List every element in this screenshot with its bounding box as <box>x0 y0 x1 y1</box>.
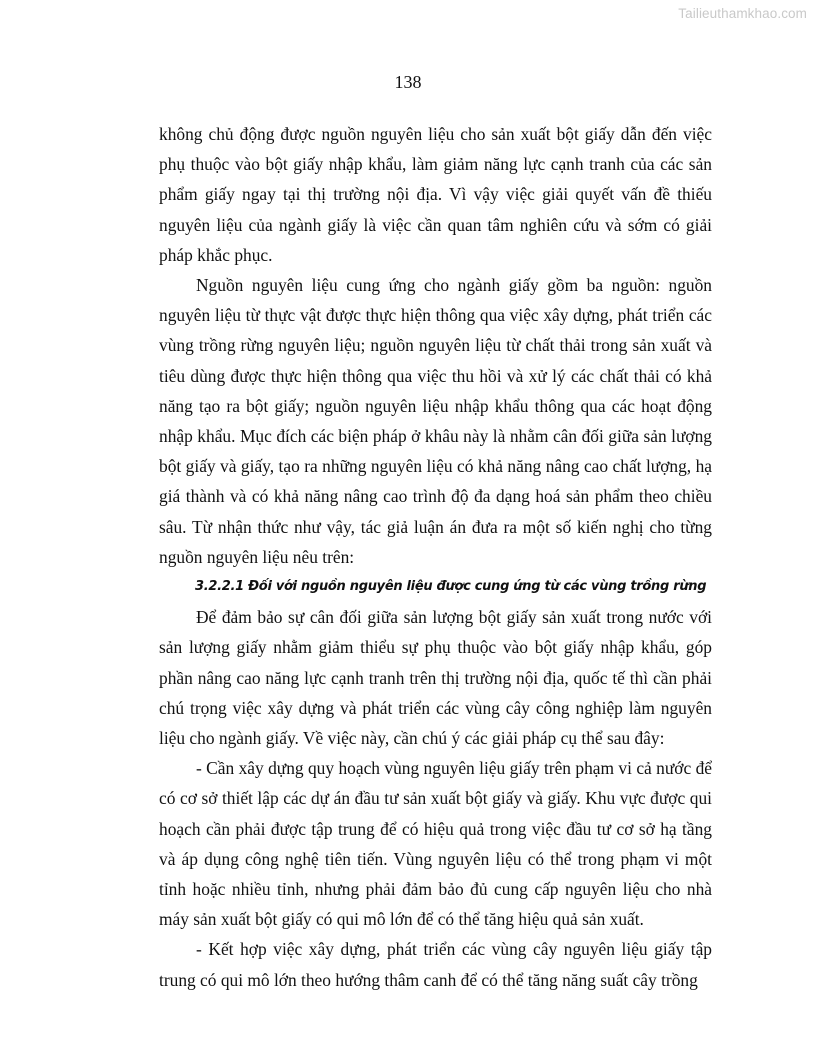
document-body <box>159 119 712 995</box>
page-number: 138 <box>394 72 422 92</box>
paragraph-planning: - Cần xây dựng quy hoạch vùng nguyên liệu giấy trên phạm vi cả nước để có cơ sở thiết lập các dự án đầu tư sản xuất bột giấy và giấy. Khu vực được qui hoạch cần phải được tập trung để có hiệu quả trong việc đầu tư cơ sở hạ tầng và áp dụng công nghệ tiên tiến. Vùng nguyên liệu có thể trong phạm vi một tỉnh hoặc nhiều tỉnh, nhưng phải đảm bảo đủ cung cấp nguyên liệu cho nhà máy sản xuất bột giấy có qui mô lớn để có thể tăng hiệu quả sản xuất. <box>159 758 712 930</box>
section-heading: 3.2.2.1 Đối với nguồn nguyên liệu được cung ứng từ các vùng trồng rừng <box>195 579 707 595</box>
paragraph-continuation: không chủ động được nguồn nguyên liệu cho sản xuất bột giấy dẫn đến việc phụ thuộc vào bột giấy nhập khẩu, làm giảm năng lực cạnh tranh của các sản phẩm giấy ngay tại thị trường nội địa. Vì vậy việc giải quyết vấn đề thiếu nguyên liệu của ngành giấy là việc cần quan tâm nghiên cứu và sớm có giải pháp khắc phục. <box>159 124 712 265</box>
paragraph-raw-material-sources: Nguồn nguyên liệu cung ứng cho ngành giấy gồm ba nguồn: nguồn nguyên liệu từ thực vật được thực hiện thông qua việc xây dựng, phát triển các vùng trồng rừng nguyên liệu; nguồn nguyên liệu từ chất thải trong sản xuất và tiêu dùng được thực hiện thông qua việc thu hồi và xử lý các chất thải có khả năng tạo ra bột giấy; nguồn nguyên liệu nhập khẩu thông qua các hoạt động nhập khẩu. Mục đích các biện pháp ở khâu này là nhằm cân đối giữa sản lượng bột giấy và giấy, tạo ra những nguyên liệu có khả năng nâng cao chất lượng, hạ giá thành và có khả năng nâng cao trình độ đa dạng hoá sản phẩm theo chiều sâu. Từ nhận thức như vậy, tác giả luận án đưa ra một số kiến nghị cho từng nguồn nguyên liệu nêu trên: <box>159 275 712 567</box>
paragraph-balance: Để đảm bảo sự cân đối giữa sản lượng bột giấy sản xuất trong nước với sản lượng giấy nhằm giảm thiểu sự phụ thuộc vào bột giấy nhập khẩu, góp phần nâng cao năng lực cạnh tranh trên thị trường nội địa, quốc tế thì cần phải chú trọng việc xây dựng và phát triển các vùng cây công nghiệp làm nguyên liệu cho ngành giấy. Về việc này, cần chú ý các giải pháp cụ thể sau đây: <box>159 607 712 749</box>
paragraph-intensive-farming: - Kết hợp việc xây dựng, phát triển các vùng cây nguyên liệu giấy tập trung có qui mô lớn theo hướng thâm canh để có thể tăng năng suất cây trồng <box>159 939 712 990</box>
watermark: Tailieuthamkhao.com <box>678 6 807 21</box>
